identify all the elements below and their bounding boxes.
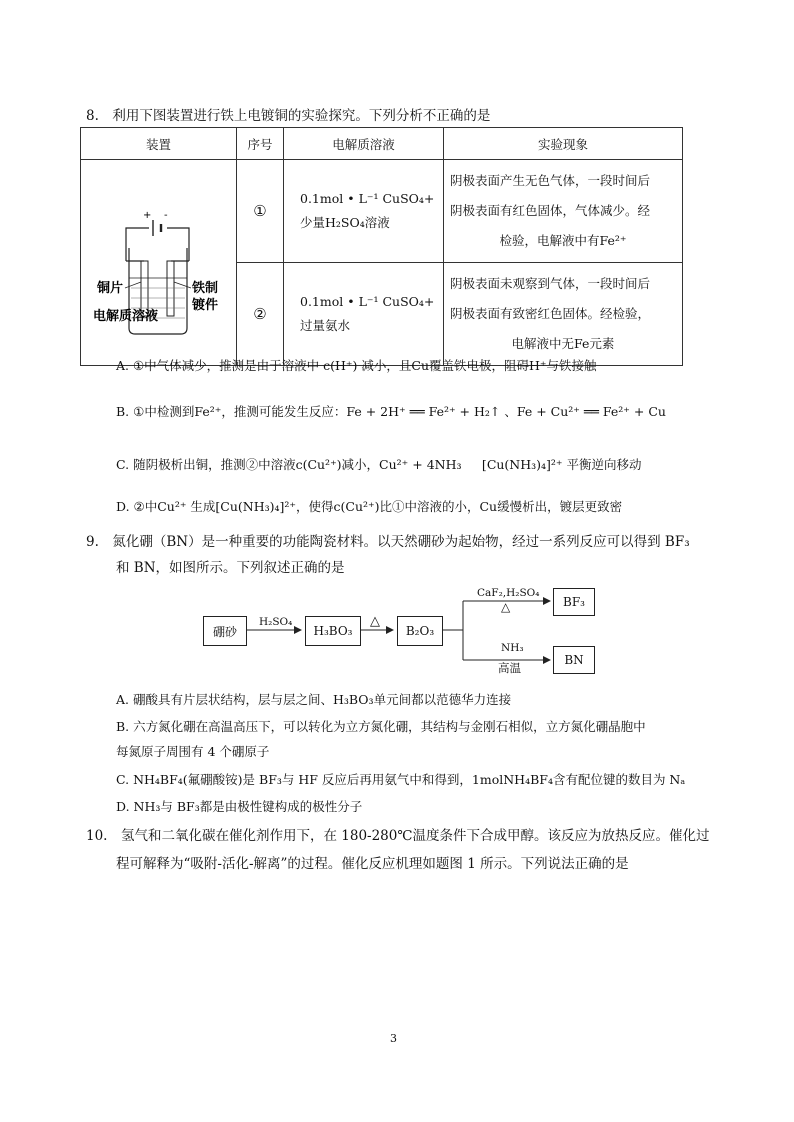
q9-option-b-line1: B. 六方氮化硼在高温高压下，可以转化为立方氮化硼，其结构与金刚石相似，立方氮化硼晶胞中 <box>116 719 646 734</box>
q8-stem: 8. 利用下图装置进行铁上电镀铜的实验探究。下列分析不正确的是 <box>86 108 491 124</box>
row1-phenomenon-line2: 阴极表面有红色固体，气体减少。经 <box>450 203 651 218</box>
q8-option-c: C. 随阴极析出铜，推测②中溶液c(Cu²⁺)减小，Cu²⁺ + 4NH₃ [Cu(NH₃)₄]²⁺ 平衡逆向移动 <box>116 457 642 472</box>
reagent-h2so4-label: H₂SO₄ <box>259 616 293 628</box>
electrolyte-label: 电解质溶液 <box>93 309 159 324</box>
q9-stem-line2: 和 BN，如图所示。下列叙述正确的是 <box>116 560 345 576</box>
th-apparatus: 装置 <box>81 128 237 160</box>
row2-number: ② <box>237 263 284 366</box>
q10-line2: 程可解释为“吸附-活化-解离”的过程。催化反应机理如题图 1 所示。下列说法正确的是 <box>116 856 629 872</box>
q9-option-a: A. 硼酸具有片层状结构，层与层之间、H₃BO₃单元间都以范德华力连接 <box>116 692 512 707</box>
h3bo3-box: H₃BO₃ <box>305 616 361 646</box>
row2-solution-line1: 0.1mol • L⁻¹ CuSO₄+ <box>300 294 435 309</box>
th-number: 序号 <box>237 128 284 160</box>
row1-solution-line2: 少量H₂SO₄溶液 <box>300 215 390 230</box>
reagent-caf2-label: CaF₂,H₂SO₄ <box>477 587 540 599</box>
heat-symbol-2: △ <box>501 600 511 614</box>
row2-phenomenon-line3: 电解液中无Fe元素 <box>511 336 615 351</box>
row1-solution-line1: 0.1mol • L⁻¹ CuSO₄+ <box>300 191 435 206</box>
row1-number: ① <box>237 160 284 263</box>
battery-plus-sign: + <box>143 210 152 221</box>
row2-phenomenon-line2: 阴极表面有致密红色固体。经检验， <box>450 306 651 321</box>
battery-minus-sign: - <box>164 210 168 221</box>
high-temp-label: 高温 <box>498 661 521 675</box>
reagent-nh3-label: NH₃ <box>501 642 524 654</box>
row1-phenomenon <box>444 160 683 263</box>
row2-phenomenon-line1: 阴极表面未观察到气体，一段时间后 <box>450 276 651 291</box>
th-phenomenon: 实验现象 <box>444 128 683 160</box>
q9-option-c: C. NH₄BF₄(氟硼酸铵)是 BF₃与 HF 反应后再用氨气中和得到，1molNH₄BF₄含有配位键的数目为 Nₐ <box>116 772 686 787</box>
heat-symbol-1: △ <box>370 614 380 629</box>
row2-solution-line2: 过量氨水 <box>300 318 351 333</box>
apparatus-cell <box>81 160 237 366</box>
bn-box: BN <box>553 646 595 674</box>
b2o3-box: B₂O₃ <box>397 616 443 646</box>
row1-phenomenon-line3: 检验，电解液中有Fe²⁺ <box>499 233 627 248</box>
q9-flow-diagram <box>195 580 615 680</box>
q8-table <box>80 127 683 366</box>
electroplating-apparatus-diagram <box>81 168 236 354</box>
q9-option-b-line2: 每氮原子周围有 4 个硼原子 <box>116 744 270 759</box>
row1-phenomenon-line1: 阴极表面产生无色气体，一段时间后 <box>450 173 651 188</box>
q8-option-a: A. ①中气体减少，推测是由于溶液中 c(H⁺) 减小，且Cu覆盖铁电极，阻碍H⁺与铁接触 <box>116 358 597 373</box>
q9-stem-line1: 9. 氮化硼（BN）是一种重要的功能陶瓷材料。以天然硼砂为起始物，经过一系列反应可以得到 BF₃ <box>86 534 690 550</box>
row1-solution <box>284 160 444 263</box>
iron-part-label-2: 镀件 <box>192 298 219 313</box>
bf3-box: BF₃ <box>553 588 595 616</box>
copper-sheet-label: 铜片 <box>97 281 124 296</box>
q8-option-b: B. ①中检测到Fe²⁺，推测可能发生反应：Fe + 2H⁺ ══ Fe²⁺ + H₂↑ 、Fe + Cu²⁺ ══ Fe²⁺ + Cu <box>116 404 666 419</box>
q8-option-d: D. ②中Cu²⁺ 生成[Cu(NH₃)₄]²⁺，使得c(Cu²⁺)比①中溶液的小，Cu缓慢析出，镀层更致密 <box>116 499 623 514</box>
th-solution: 电解质溶液 <box>284 128 444 160</box>
row2-phenomenon <box>444 263 683 366</box>
page-number: 3 <box>390 1032 397 1045</box>
borax-box: 硼砂 <box>203 616 247 646</box>
q10-line1: 10. 氢气和二氧化碳在催化剂作用下，在 180-280℃温度条件下合成甲醇。该反应为放热反应。催化过 <box>86 828 710 844</box>
iron-part-label-1: 铁制 <box>192 281 219 296</box>
q9-option-d: D. NH₃与 BF₃都是由极性键构成的极性分子 <box>116 799 363 814</box>
row2-solution <box>284 263 444 366</box>
